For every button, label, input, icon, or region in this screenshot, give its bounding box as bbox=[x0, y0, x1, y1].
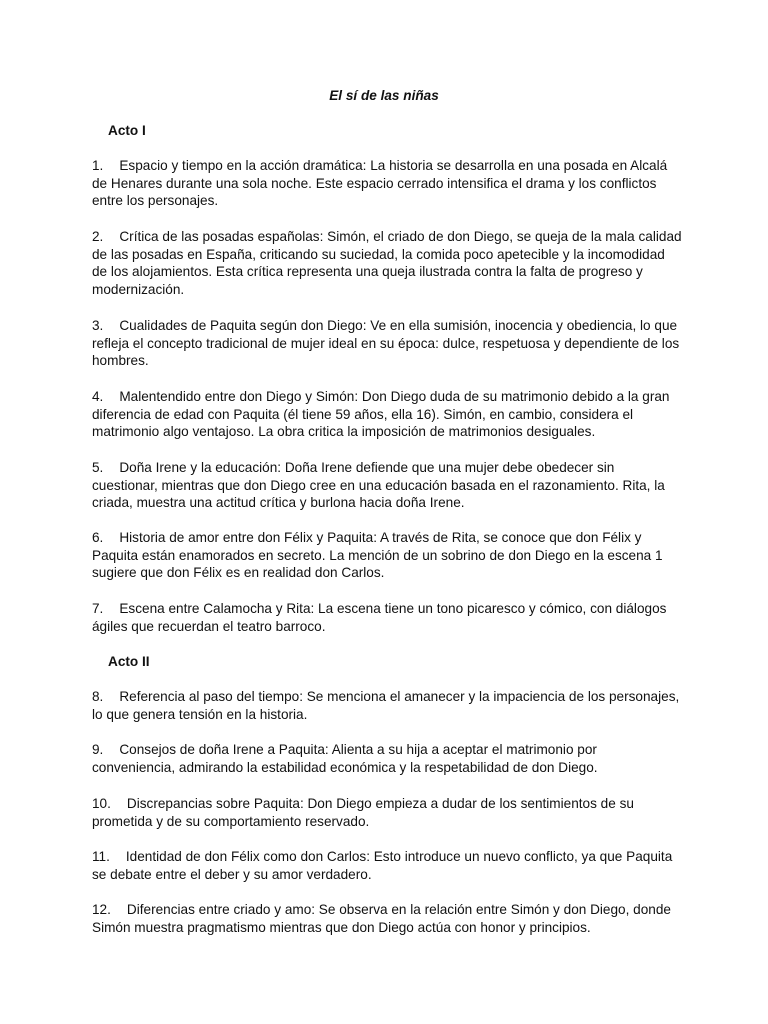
item-text: Crítica de las posadas españolas: Simón, el criado de don Diego, se queja de la mala calidad de las posadas en España, criticando su suciedad, la comida poco apetecible y la incomodidad de los alojamientos. Esta crítica representa una queja ilustrada contra la falta de progreso y modernización. bbox=[92, 229, 682, 297]
item-number: 12. bbox=[92, 902, 111, 917]
item-text: Diferencias entre criado y amo: Se observa en la relación entre Simón y don Diego, donde Simón muestra pragmatismo mientras que don Diego actúa con honor y principios. bbox=[92, 902, 671, 935]
list-item-2 bbox=[92, 228, 682, 298]
item-number: 2. bbox=[92, 229, 104, 244]
item-number: 6. bbox=[92, 530, 104, 545]
item-number: 4. bbox=[92, 389, 104, 404]
document-title: El sí de las niñas bbox=[329, 88, 439, 103]
item-number: 8. bbox=[92, 689, 104, 704]
item-text: Escena entre Calamocha y Rita: La escena tiene un tono picaresco y cómico, con diálogos ágiles que recuerdan el teatro barroco. bbox=[92, 601, 667, 634]
list-item-9 bbox=[92, 741, 682, 776]
act-heading-1: Acto I bbox=[108, 123, 146, 138]
list-item-10 bbox=[92, 795, 682, 830]
item-text: Consejos de doña Irene a Paquita: Alienta a su hija a aceptar el matrimonio por conveniencia, admirando la estabilidad económica y la respetabilidad de don Diego. bbox=[92, 742, 598, 775]
act-heading-2: Acto II bbox=[108, 654, 150, 669]
item-text: Malentendido entre don Diego y Simón: Don Diego duda de su matrimonio debido a la gran diferencia de edad con Paquita (él tiene 59 años, ella 16). Simón, en cambio, considera el matrimonio algo ventajoso. La obra critica la imposición de matrimonios desiguales. bbox=[92, 389, 670, 440]
list-item-12 bbox=[92, 901, 682, 936]
item-number: 11. bbox=[92, 849, 110, 864]
list-item-5 bbox=[92, 459, 682, 512]
list-item-1 bbox=[92, 157, 682, 210]
item-text: Doña Irene y la educación: Doña Irene defiende que una mujer debe obedecer sin cuestionar, mientras que don Diego cree en una educación basada en el razonamiento. Rita, la criada, muestra una actitud crítica y burlona hacia doña Irene. bbox=[92, 460, 665, 511]
list-item-4 bbox=[92, 388, 682, 441]
item-number: 9. bbox=[92, 742, 104, 757]
item-text: Identidad de don Félix como don Carlos: Esto introduce un nuevo conflicto, ya que Paquita se debate entre el deber y su amor verdadero. bbox=[92, 849, 673, 882]
item-text: Espacio y tiempo en la acción dramática: La historia se desarrolla en una posada en Alcalá de Henares durante una sola noche. Este espacio cerrado intensifica el drama y los conflictos entre los personajes. bbox=[92, 158, 668, 209]
list-item-7 bbox=[92, 600, 682, 635]
item-number: 5. bbox=[92, 460, 104, 475]
item-number: 1. bbox=[92, 158, 104, 173]
list-item-11 bbox=[92, 848, 682, 883]
item-text: Historia de amor entre don Félix y Paquita: A través de Rita, se conoce que don Félix y Paquita están enamorados en secreto. La mención de un sobrino de don Diego en la escena 1 sugiere que don Félix es en realidad don Carlos. bbox=[92, 530, 663, 581]
item-number: 7. bbox=[92, 601, 104, 616]
list-item-6 bbox=[92, 529, 682, 582]
item-text: Referencia al paso del tiempo: Se menciona el amanecer y la impaciencia de los personajes, lo que genera tensión en la historia. bbox=[92, 689, 680, 722]
list-item-3 bbox=[92, 317, 682, 370]
list-item-8 bbox=[92, 688, 682, 723]
item-text: Discrepancias sobre Paquita: Don Diego empieza a dudar de los sentimientos de su prometida y de su comportamiento reservado. bbox=[92, 796, 634, 829]
item-number: 10. bbox=[92, 796, 111, 811]
item-number: 3. bbox=[92, 318, 104, 333]
item-text: Cualidades de Paquita según don Diego: Ve en ella sumisión, inocencia y obediencia, lo que refleja el concepto tradicional de mujer ideal en su época: dulce, respetuosa y dependiente de los hombres. bbox=[92, 318, 680, 369]
